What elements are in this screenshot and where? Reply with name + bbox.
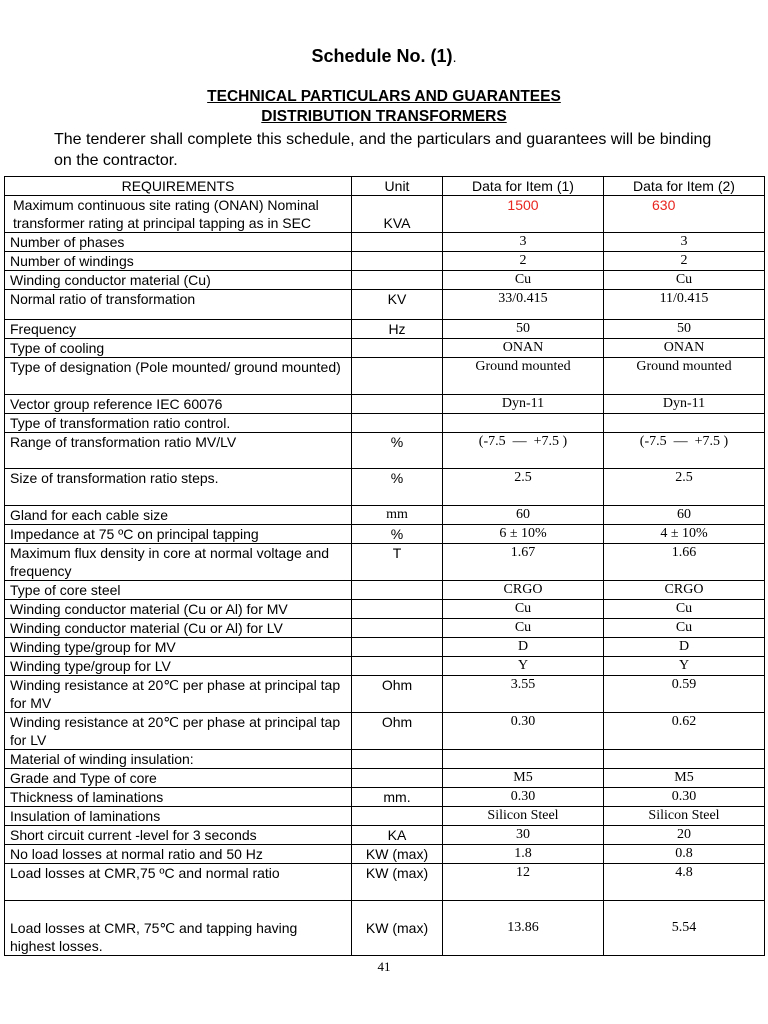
row-unit: % (352, 433, 443, 469)
row-item2-value: Cu (604, 619, 765, 638)
row-item1-value: 1.8 (443, 845, 604, 864)
schedule-title-text: Schedule No. (1) (311, 46, 453, 66)
row-item1-value: Silicon Steel (443, 807, 604, 826)
row-unit (352, 395, 443, 414)
row-item2-value: 2 (604, 252, 765, 271)
row-item1-value: ONAN (443, 339, 604, 358)
table-row (5, 339, 765, 358)
row-unit: Hz (352, 320, 443, 339)
row-unit (352, 252, 443, 271)
row-unit (352, 619, 443, 638)
row-requirement: Maximum continuous site rating (ONAN) Nominal transformer rating at principal tapping as in SEC (5, 196, 352, 233)
table-row (5, 845, 765, 864)
row-unit (352, 233, 443, 252)
row-requirement: Load losses at CMR, 75℃ and tapping having highest losses. (5, 901, 352, 956)
table-row (5, 525, 765, 544)
row-item2-value: 2.5 (604, 469, 765, 506)
row-item1-value (443, 414, 604, 433)
row-unit (352, 657, 443, 676)
table-row (5, 271, 765, 290)
table-row (5, 320, 765, 339)
row-requirement: Maximum flux density in core at normal voltage and frequency (5, 544, 352, 581)
row-item2-value: 0.62 (604, 713, 765, 750)
table-row (5, 290, 765, 320)
row-item2-value: CRGO (604, 581, 765, 600)
table-row (5, 619, 765, 638)
row-item1-value: 3 (443, 233, 604, 252)
row-requirement: Short circuit current -level for 3 seconds (5, 826, 352, 845)
row-unit (352, 271, 443, 290)
row-requirement: Winding type/group for MV (5, 638, 352, 657)
schedule-title-dot: . (452, 49, 457, 65)
row-item1-value: 33/0.415 (443, 290, 604, 320)
row-unit: KW (max) (352, 864, 443, 901)
header-requirements: REQUIREMENTS (5, 177, 352, 196)
row-unit (352, 581, 443, 600)
row-unit (352, 638, 443, 657)
row-item1-value: Cu (443, 619, 604, 638)
row-item1-value: 13.86 (443, 901, 604, 956)
row-requirement: Thickness of laminations (5, 788, 352, 807)
table-row (5, 638, 765, 657)
row-item2-value: ONAN (604, 339, 765, 358)
row-item1-value: 3.55 (443, 676, 604, 713)
row-requirement: Insulation of laminations (5, 807, 352, 826)
row-requirement: Type of core steel (5, 581, 352, 600)
table-row (5, 657, 765, 676)
row-requirement: Normal ratio of transformation (5, 290, 352, 320)
row-item1-value: 6 ± 10% (443, 525, 604, 544)
row-requirement: Frequency (5, 320, 352, 339)
table-row (5, 713, 765, 750)
row-unit: KV (352, 290, 443, 320)
row-requirement: Material of winding insulation: (5, 750, 352, 769)
row-item1-value: Cu (443, 271, 604, 290)
row-item1-value: 2.5 (443, 469, 604, 506)
row-item1-value: 50 (443, 320, 604, 339)
row-requirement: Impedance at 75 ºC on principal tapping (5, 525, 352, 544)
row-item1-value: Cu (443, 600, 604, 619)
table-row (5, 252, 765, 271)
table-row (5, 864, 765, 901)
row-item2-value: 630 (604, 196, 765, 233)
row-unit: T (352, 544, 443, 581)
row-requirement: Winding conductor material (Cu or Al) for LV (5, 619, 352, 638)
row-item2-value (604, 750, 765, 769)
row-item2-value: 0.59 (604, 676, 765, 713)
row-unit: mm. (352, 788, 443, 807)
header-item1: Data for Item (1) (443, 177, 604, 196)
table-row (5, 414, 765, 433)
row-item2-value: Ground mounted (604, 358, 765, 395)
row-unit: Ohm (352, 713, 443, 750)
row-requirement: Grade and Type of core (5, 769, 352, 788)
header-unit: Unit (352, 177, 443, 196)
row-requirement: Number of phases (5, 233, 352, 252)
row-requirement: Gland for each cable size (5, 506, 352, 525)
row-requirement: No load losses at normal ratio and 50 Hz (5, 845, 352, 864)
row-item2-value: 3 (604, 233, 765, 252)
row-requirement: Number of windings (5, 252, 352, 271)
row-item1-value: (-7.5 — +7.5 ) (443, 433, 604, 469)
row-unit: mm (352, 506, 443, 525)
intro-paragraph: The tenderer shall complete this schedule, and the particulars and guarantees will be binding on the contractor. (54, 131, 712, 169)
row-item1-value: 30 (443, 826, 604, 845)
table-row (5, 196, 765, 233)
table-row (5, 826, 765, 845)
row-item2-value: Cu (604, 600, 765, 619)
row-unit: % (352, 469, 443, 506)
row-unit (352, 339, 443, 358)
row-requirement: Winding type/group for LV (5, 657, 352, 676)
row-item2-value: Y (604, 657, 765, 676)
row-unit: KW (max) (352, 845, 443, 864)
page-number: 41 (377, 959, 391, 974)
row-item2-value: 4 ± 10% (604, 525, 765, 544)
table-row (5, 676, 765, 713)
table-row (5, 788, 765, 807)
row-unit (352, 600, 443, 619)
heading-distribution-transformers: DISTRIBUTION TRANSFORMERS (261, 108, 507, 125)
row-item2-value: M5 (604, 769, 765, 788)
row-requirement: Type of designation (Pole mounted/ ground mounted) (5, 358, 352, 395)
row-item1-value: 0.30 (443, 713, 604, 750)
row-item1-value: 0.30 (443, 788, 604, 807)
row-item1-value: CRGO (443, 581, 604, 600)
table-row (5, 600, 765, 619)
row-requirement: Winding resistance at 20℃ per phase at principal tap for MV (5, 676, 352, 713)
row-item1-value: Ground mounted (443, 358, 604, 395)
row-item2-value: 0.8 (604, 845, 765, 864)
row-item2-value: Cu (604, 271, 765, 290)
table-row (5, 544, 765, 581)
row-requirement: Vector group reference IEC 60076 (5, 395, 352, 414)
row-item2-value: 50 (604, 320, 765, 339)
row-item1-value: 60 (443, 506, 604, 525)
row-item2-value: 4.8 (604, 864, 765, 901)
row-requirement: Winding resistance at 20℃ per phase at principal tap for LV (5, 713, 352, 750)
table-row (5, 506, 765, 525)
row-item2-value (604, 414, 765, 433)
table-row (5, 358, 765, 395)
row-item2-value: 60 (604, 506, 765, 525)
row-unit: % (352, 525, 443, 544)
row-item2-value: 20 (604, 826, 765, 845)
header-item2: Data for Item (2) (604, 177, 765, 196)
row-item2-value: 11/0.415 (604, 290, 765, 320)
row-unit (352, 807, 443, 826)
row-item1-value: Dyn-11 (443, 395, 604, 414)
row-unit (352, 750, 443, 769)
row-item1-value: Y (443, 657, 604, 676)
row-item2-value: (-7.5 — +7.5 ) (604, 433, 765, 469)
row-item2-value: Silicon Steel (604, 807, 765, 826)
row-item1-value: 12 (443, 864, 604, 901)
row-requirement: Type of cooling (5, 339, 352, 358)
row-item1-value: 1500 (443, 196, 604, 233)
table-row (5, 395, 765, 414)
row-requirement: Type of transformation ratio control. (5, 414, 352, 433)
row-item1-value: 2 (443, 252, 604, 271)
table-row (5, 469, 765, 506)
table-row (5, 807, 765, 826)
table-header-row (5, 177, 765, 196)
table-row (5, 433, 765, 469)
table-row (5, 233, 765, 252)
row-item2-value: D (604, 638, 765, 657)
row-item2-value: Dyn-11 (604, 395, 765, 414)
row-item2-value: 0.30 (604, 788, 765, 807)
row-item1-value: M5 (443, 769, 604, 788)
row-item1-value: 1.67 (443, 544, 604, 581)
row-item1-value: D (443, 638, 604, 657)
row-item2-value: 1.66 (604, 544, 765, 581)
row-requirement: Load losses at CMR,75 ºC and normal ratio (5, 864, 352, 901)
row-item1-value (443, 750, 604, 769)
row-unit: Ohm (352, 676, 443, 713)
table-row (5, 901, 765, 956)
row-unit (352, 769, 443, 788)
row-unit (352, 358, 443, 395)
technical-particulars-table (4, 176, 765, 956)
row-requirement: Winding conductor material (Cu) (5, 271, 352, 290)
row-unit: KW (max) (352, 901, 443, 956)
table-row (5, 581, 765, 600)
table-row (5, 750, 765, 769)
heading-technical-particulars: TECHNICAL PARTICULARS AND GUARANTEES (207, 88, 561, 105)
row-unit: KVA (352, 196, 443, 233)
schedule-title (0, 46, 768, 67)
row-unit (352, 414, 443, 433)
row-requirement: Winding conductor material (Cu or Al) for MV (5, 600, 352, 619)
row-item2-value: 5.54 (604, 901, 765, 956)
table-row (5, 769, 765, 788)
row-requirement: Size of transformation ratio steps. (5, 469, 352, 506)
row-unit: KA (352, 826, 443, 845)
row-requirement: Range of transformation ratio MV/LV (5, 433, 352, 469)
